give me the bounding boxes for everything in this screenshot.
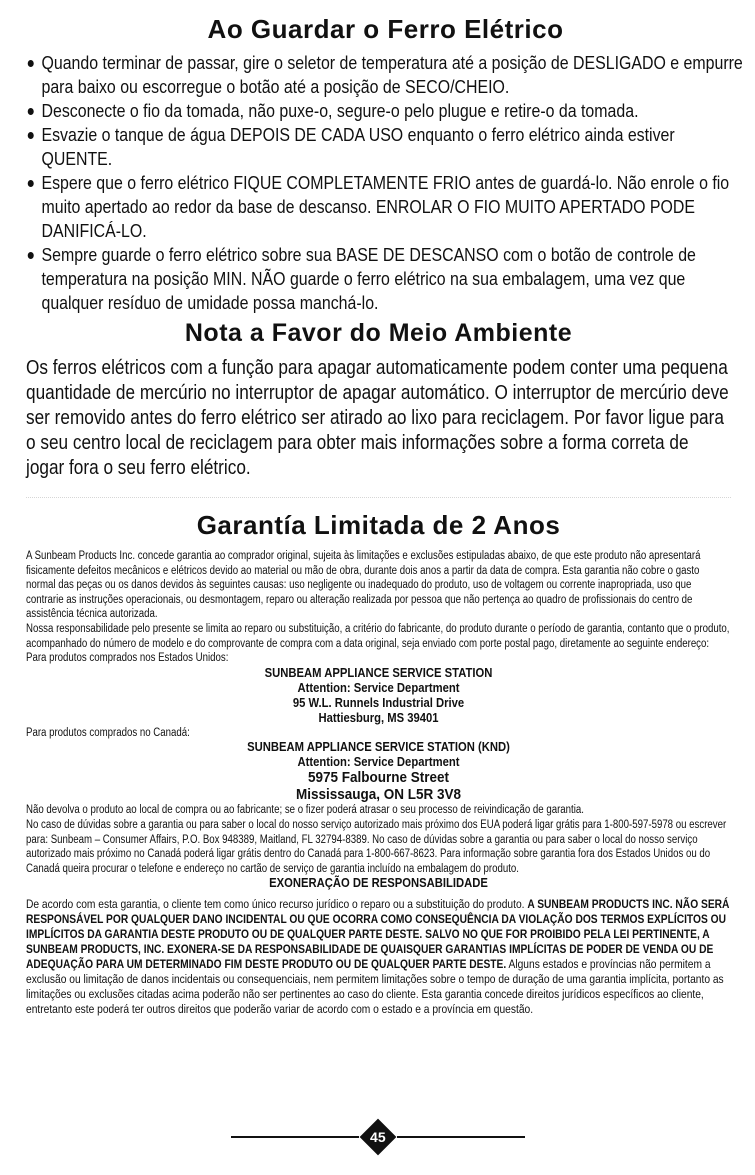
storage-bullet: Esvazie o tanque de água DEPOIS DE CADA USO enquanto o ferro elétrico ainda estiver QUENTE. (26, 123, 745, 171)
disclaimer-text (26, 897, 731, 1017)
disclaimer-intro: De acordo com esta garantia, o cliente tem como único recurso jurídico o reparo ou a substituição do produto. (26, 897, 525, 912)
page-footer (0, 1122, 755, 1152)
storage-instructions-list (26, 51, 743, 315)
us-purchase-label: Para produtos comprados nos Estados Unidos: (26, 652, 229, 665)
storage-bullet: Espere que o ferro elétrico FIQUE COMPLETAMENTE FRIO antes de guardá-lo. Não enrole o fio muito apertado ao redor da base de descanso. ENROLAR O FIO MUITO APERTADO PODE DANIFICÁ-LO. (26, 171, 745, 243)
environment-note-title: Nota a Favor do Meio Ambiente (184, 319, 573, 347)
us-address-line: SUNBEAM APPLIANCE SERVICE STATION (264, 665, 493, 680)
warranty-title: Garantía Limitada de 2 Anos (196, 510, 561, 540)
canada-address-line: 5975 Falbourne Street (307, 769, 450, 787)
disclaimer-rest: Alguns estados e províncias não permitem a exclusão ou limitação de danos incidentais ou consequenciais, nem permitem limitações sobre o tempo de duração de uma garantia implícita, portanto as limitações ou exclusões citadas acima poderão não ser pertinentes ao caso do cliente. Esta garantia concede direitos jurídicos específicos ao cliente, entretanto este poderá ter outros direitos que poderão variar de acordo com o estado e a província em questão. (26, 957, 724, 1017)
warranty-paragraph: A Sunbeam Products Inc. concede garantia ao comprador original, sujeita às limitações e exclusões estipuladas abaixo, de que este produto não apresentará fisicamente defeitos mecânicos e elétricos devido ao material ou mão de obra, durante dois anos a partir da data de compra. Esta garantia não cobre o gasto normal das peças ou os danos devidos às seguintes causas: uso negligente ou inadequado do produto, uso de voltagem ou corrente inapropriada, uso que contrarie as instruções operacionais, ou desmontagem, reparo ou alteração realizada por pessoa que não pertença ao quadro de profissionais do centro de assistência técnica autorizada. (26, 550, 701, 621)
warranty-paragraph: No caso de dúvidas sobre a garantia ou para saber o local do nosso serviço autorizado mais próximo dos EUA poderá ligar grátis para 1-800-597-5978 ou escrever para: Sunbeam – Consumer Affairs, P.O. Box 948389, Maitland, FL 32794-8389. No caso de dúvidas sobre a garantia ou para saber o local do nosso serviço autorizado mais próximo no Canadá poderá ligar grátis dentro do Canadá para 1-800-667-8623. Para informação sobre garantia fora dos Estados Unidos ou do Canadá queira procurar o telefone e endereço no cartão de serviço de garantia incluído na embalagem do produto. (26, 818, 727, 875)
page-number-diamond (359, 1119, 396, 1156)
footer-rule-left (231, 1136, 359, 1138)
disclaimer-bold-clause: A SUNBEAM PRODUCTS INC. NÃO SERÁ RESPONSÁVEL POR QUALQUER DANO INCIDENTAL OU QUE OCORRA COMO CONSEQUÊNCIA DA VIOLAÇÃO DOS TERMOS EXPLÍCITOS OU IMPLÍCITOS DA GARANTIA DESTE PRODUTO OU DE QUALQUER PARTE DESTE. SALVO NO QUE FOR PROIBIDO PELA LEI PERTINENTE, A SUNBEAM PRODUCTS, INC. EXONERA-SE DA RESPONSABILIDADE DE QUAISQUER GARANTIAS IMPLÍCITAS DE PODER DE VENDA OU DE ADEQUAÇÃO PARA UM DETERMINADO FIM DESTE PRODUTO OU DE QUALQUER PARTE DESTE. (26, 897, 730, 972)
canada-purchase-label: Para produtos comprados no Canadá: (26, 726, 190, 739)
dotted-divider (26, 487, 731, 498)
storage-bullet: Desconecte o fio da tomada, não puxe-o, segure-o pelo plugue e retire-o da tomada. (26, 99, 745, 123)
canada-address-line: SUNBEAM APPLIANCE SERVICE STATION (KND) (247, 740, 510, 755)
storage-bullet: Sempre guarde o ferro elétrico sobre sua BASE DE DESCANSO com o botão de controle de temperatura na posição MIN. NÃO guarde o ferro elétrico na sua embalagem, uma vez que qualquer resíduo de umidade possa manchá-lo. (26, 243, 745, 315)
canada-address-line: Mississauga, ON L5R 3V8 (295, 785, 462, 803)
storage-bullet: Quando terminar de passar, gire o seletor de temperatura até a posição de DESLIGADO e empurre para baixo ou escorregue o botão até a posição de SECO/CHEIO. (26, 51, 745, 99)
storage-section-title: Ao Guardar o Ferro Elétrico (207, 14, 564, 44)
us-address-line: Attention: Service Department (297, 680, 460, 695)
warranty-paragraph: Nossa responsabilidade pelo presente se limita ao reparo ou substituição, a critério do fabricante, do produto durante o período de garantia, contanto que o produto, acompanhado do número de modelo e do comprovante de compra com a data original, seja enviado com porte postal pago, diretamente ao seguinte endereço: (26, 622, 730, 650)
document-page (26, 14, 743, 1017)
page-number: 45 (369, 1128, 386, 1145)
canada-address-line: Attention: Service Department (297, 755, 460, 770)
us-address-line: Hattiesburg, MS 39401 (318, 710, 439, 725)
disclaimer-heading: EXONERAÇÃO DE RESPONSABILIDADE (269, 876, 488, 891)
us-address-line: 95 W.L. Runnels Industrial Drive (292, 695, 465, 710)
environment-note-text: Os ferros elétricos com a função para apagar automaticamente podem conter uma pequena quantidade de mercúrio no interruptor de apagar automático. O interruptor de mercúrio deve ser removido antes do ferro elétrico ser atirado ao lixo para reciclagem. Por favor ligue para o seu centro local de reciclagem para obter mais informações sobre a forma correta de jogar fora o seu ferro elétrico. (26, 357, 729, 479)
warranty-paragraph: Não devolva o produto ao local de compra ou ao fabricante; se o fizer poderá atrasar o seu processo de reivindicação de garantia. (26, 804, 584, 817)
footer-rule-right (397, 1136, 525, 1138)
